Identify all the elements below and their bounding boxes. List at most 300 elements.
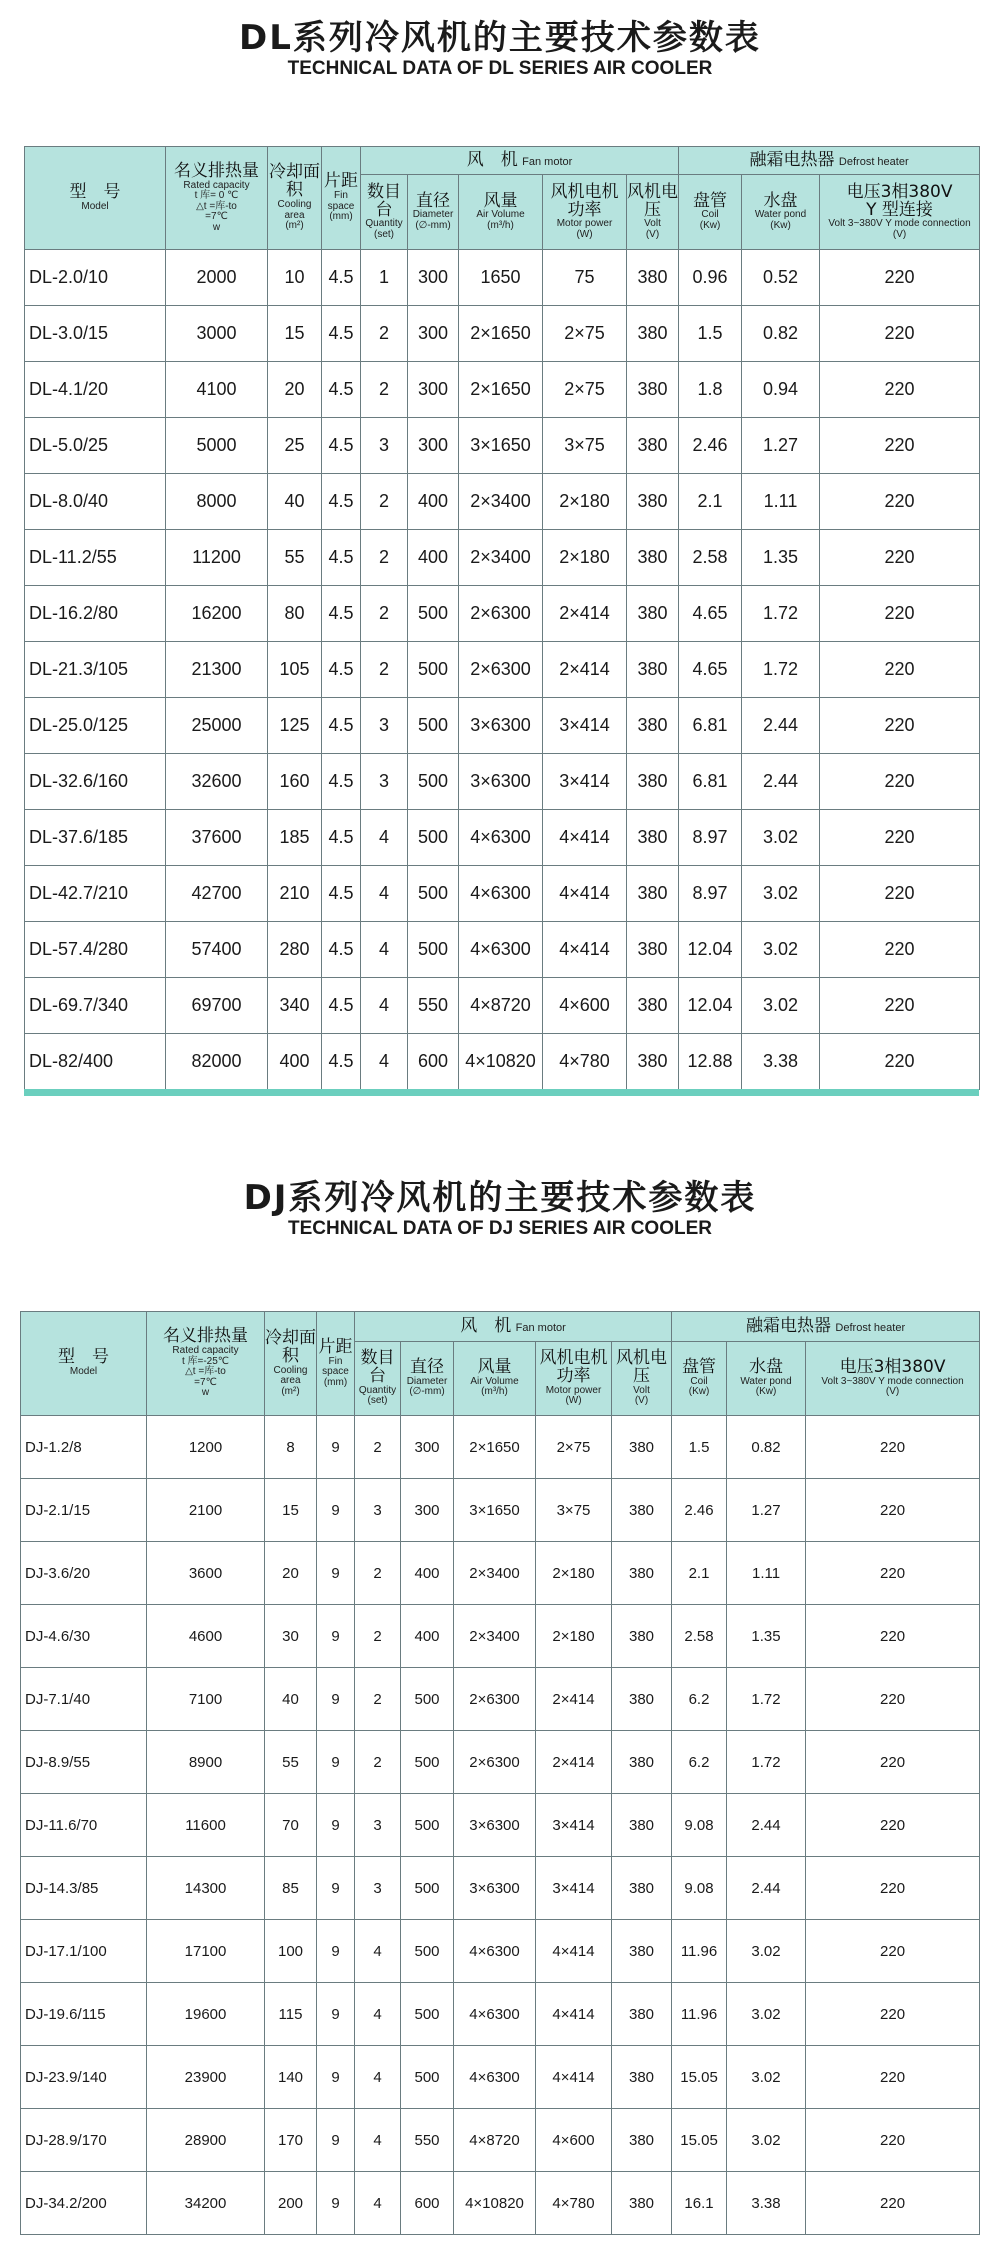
cell-cooling-area: 160 — [268, 754, 322, 810]
cell-model: DJ-14.3/85 — [21, 1857, 147, 1920]
table-row — [21, 1605, 980, 1668]
cell-quantity: 3 — [355, 1794, 401, 1857]
cell-quantity: 4 — [355, 1920, 401, 1983]
header-volt: 风机电压 Volt (V) — [612, 1342, 672, 1416]
cell-capacity: 4100 — [166, 362, 268, 418]
cell-capacity: 11200 — [166, 530, 268, 586]
cell-diameter: 400 — [401, 1542, 454, 1605]
cell-capacity: 16200 — [166, 586, 268, 642]
cell-coil: 9.08 — [672, 1857, 727, 1920]
cell-fin-space: 4.5 — [322, 810, 361, 866]
cell-voltage-3phase: 220 — [820, 698, 980, 754]
cell-motor-power: 2×75 — [543, 362, 627, 418]
header-coil: 盘管 Coil (Kw) — [672, 1342, 727, 1416]
header-water-pond: 水盘 Water pond (Kw) — [727, 1342, 806, 1416]
cell-model: DJ-19.6/115 — [21, 1983, 147, 2046]
cell-diameter: 600 — [408, 1034, 459, 1090]
cell-quantity: 3 — [355, 1857, 401, 1920]
table-row — [25, 642, 980, 698]
cell-volt: 380 — [612, 1794, 672, 1857]
table-row — [25, 810, 980, 866]
cell-fin-space: 4.5 — [322, 1034, 361, 1090]
cell-air-volume: 2×1650 — [459, 362, 543, 418]
cell-voltage-3phase: 220 — [806, 2172, 980, 2235]
cell-fin-space: 9 — [317, 1479, 355, 1542]
cell-model: DJ-34.2/200 — [21, 2172, 147, 2235]
cell-motor-power: 2×75 — [536, 1416, 612, 1479]
header-diameter: 直径 Diameter (∅-mm) — [401, 1342, 454, 1416]
cell-capacity: 1200 — [147, 1416, 265, 1479]
cell-motor-power: 2×180 — [543, 530, 627, 586]
table-row — [21, 1542, 980, 1605]
cell-water-pond: 3.38 — [742, 1034, 820, 1090]
cell-voltage-3phase: 220 — [820, 754, 980, 810]
cell-diameter: 500 — [408, 810, 459, 866]
cell-quantity: 3 — [361, 418, 408, 474]
cell-motor-power: 75 — [543, 250, 627, 306]
cell-diameter: 550 — [401, 2109, 454, 2172]
cell-volt: 380 — [612, 1668, 672, 1731]
cell-coil: 11.96 — [672, 1983, 727, 2046]
table-row — [25, 922, 980, 978]
cell-fin-space: 4.5 — [322, 362, 361, 418]
cell-air-volume: 2×3400 — [459, 474, 543, 530]
cell-voltage-3phase: 220 — [820, 530, 980, 586]
cell-air-volume: 3×6300 — [454, 1794, 536, 1857]
cell-quantity: 2 — [355, 1542, 401, 1605]
header-fan-motor: 风 机 Fan motor — [355, 1312, 672, 1342]
cell-motor-power: 2×414 — [543, 586, 627, 642]
cell-cooling-area: 400 — [268, 1034, 322, 1090]
cell-cooling-area: 10 — [268, 250, 322, 306]
cell-air-volume: 2×3400 — [454, 1605, 536, 1668]
cell-voltage-3phase: 220 — [820, 418, 980, 474]
dj-spec-table — [20, 1311, 980, 2235]
cell-cooling-area: 20 — [268, 362, 322, 418]
cell-model: DL-82/400 — [25, 1034, 166, 1090]
table-row — [25, 754, 980, 810]
cell-quantity: 4 — [355, 2046, 401, 2109]
table-row — [21, 1668, 980, 1731]
cell-fin-space: 4.5 — [322, 306, 361, 362]
cell-quantity: 2 — [361, 474, 408, 530]
cell-diameter: 550 — [408, 978, 459, 1034]
cell-cooling-area: 280 — [268, 922, 322, 978]
cell-coil: 2.46 — [672, 1479, 727, 1542]
header-volt: 风机电压 Volt (V) — [627, 175, 679, 250]
cell-air-volume: 3×6300 — [459, 754, 543, 810]
cell-fin-space: 9 — [317, 1857, 355, 1920]
cell-fin-space: 9 — [317, 1416, 355, 1479]
cell-diameter: 300 — [408, 306, 459, 362]
header-quantity: 数目台 Quantity (set) — [361, 175, 408, 250]
cell-fin-space: 9 — [317, 1605, 355, 1668]
cell-cooling-area: 30 — [265, 1605, 317, 1668]
cell-water-pond: 2.44 — [727, 1794, 806, 1857]
cell-diameter: 300 — [408, 362, 459, 418]
cell-air-volume: 3×6300 — [459, 698, 543, 754]
cell-cooling-area: 185 — [268, 810, 322, 866]
cell-volt: 380 — [612, 2172, 672, 2235]
cell-quantity: 2 — [355, 1605, 401, 1668]
cell-quantity: 4 — [361, 978, 408, 1034]
cell-model: DL-4.1/20 — [25, 362, 166, 418]
cell-fin-space: 4.5 — [322, 474, 361, 530]
header-fin-space: 片距 Fin space (mm) — [317, 1312, 355, 1416]
header-motor-power: 风机电机功率 Motor power (W) — [543, 175, 627, 250]
cell-cooling-area: 55 — [268, 530, 322, 586]
cell-quantity: 4 — [361, 922, 408, 978]
cell-capacity: 4600 — [147, 1605, 265, 1668]
cell-voltage-3phase: 220 — [820, 362, 980, 418]
cell-model: DL-8.0/40 — [25, 474, 166, 530]
cell-air-volume: 4×6300 — [454, 2046, 536, 2109]
cell-cooling-area: 115 — [265, 1983, 317, 2046]
cell-air-volume: 4×6300 — [454, 1983, 536, 2046]
cell-capacity: 8900 — [147, 1731, 265, 1794]
header-capacity: 名义排热量 Rated capacity t 库=-25℃ △t =库-to =7℃ w — [147, 1312, 265, 1416]
dl-title-en: TECHNICAL DATA OF DL SERIES AIR COOLER — [287, 58, 713, 79]
cell-fin-space: 9 — [317, 1920, 355, 1983]
header-diameter: 直径 Diameter (∅-mm) — [408, 175, 459, 250]
cell-air-volume: 4×6300 — [459, 810, 543, 866]
cell-fin-space: 9 — [317, 1794, 355, 1857]
cell-coil: 2.58 — [679, 530, 742, 586]
cell-air-volume: 2×6300 — [459, 642, 543, 698]
cell-voltage-3phase: 220 — [820, 810, 980, 866]
cell-voltage-3phase: 220 — [820, 1034, 980, 1090]
cell-model: DJ-28.9/170 — [21, 2109, 147, 2172]
cell-water-pond: 3.02 — [727, 2109, 806, 2172]
cell-capacity: 69700 — [166, 978, 268, 1034]
cell-quantity: 2 — [355, 1668, 401, 1731]
cell-motor-power: 3×75 — [536, 1479, 612, 1542]
cell-voltage-3phase: 220 — [806, 1920, 980, 1983]
cell-quantity: 4 — [361, 810, 408, 866]
header-voltage-3phase: 电压3相380V Volt 3~380V Y mode connection (V) — [806, 1342, 980, 1416]
table-row — [21, 2109, 980, 2172]
cell-volt: 380 — [612, 1542, 672, 1605]
cell-capacity: 21300 — [166, 642, 268, 698]
cell-cooling-area: 85 — [265, 1857, 317, 1920]
cell-voltage-3phase: 220 — [820, 586, 980, 642]
cell-volt: 380 — [612, 2046, 672, 2109]
header-fan-motor: 风 机 Fan motor — [361, 147, 679, 175]
cell-coil: 2.46 — [679, 418, 742, 474]
cell-fin-space: 9 — [317, 2046, 355, 2109]
cell-fin-space: 9 — [317, 1668, 355, 1731]
cell-water-pond: 0.94 — [742, 362, 820, 418]
cell-water-pond: 0.82 — [742, 306, 820, 362]
cell-water-pond: 1.11 — [742, 474, 820, 530]
cell-coil: 4.65 — [679, 642, 742, 698]
cell-volt: 380 — [627, 866, 679, 922]
cell-diameter: 300 — [401, 1416, 454, 1479]
cell-cooling-area: 340 — [268, 978, 322, 1034]
cell-diameter: 500 — [401, 1857, 454, 1920]
cell-coil: 6.81 — [679, 698, 742, 754]
cell-capacity: 19600 — [147, 1983, 265, 2046]
dj-title-en: TECHNICAL DATA OF DJ SERIES AIR COOLER — [287, 1218, 712, 1239]
cell-voltage-3phase: 220 — [820, 866, 980, 922]
cell-volt: 380 — [612, 1920, 672, 1983]
cell-voltage-3phase: 220 — [820, 922, 980, 978]
cell-fin-space: 4.5 — [322, 586, 361, 642]
cell-model: DJ-4.6/30 — [21, 1605, 147, 1668]
cell-air-volume: 4×6300 — [454, 1920, 536, 1983]
cell-air-volume: 4×8720 — [454, 2109, 536, 2172]
table-row — [25, 362, 980, 418]
cell-model: DL-25.0/125 — [25, 698, 166, 754]
cell-volt: 380 — [627, 586, 679, 642]
cell-model: DL-21.3/105 — [25, 642, 166, 698]
cell-cooling-area: 15 — [265, 1479, 317, 1542]
table-row — [25, 474, 980, 530]
cell-volt: 380 — [627, 922, 679, 978]
cell-diameter: 500 — [408, 866, 459, 922]
cell-volt: 380 — [612, 1479, 672, 1542]
cell-water-pond: 1.72 — [742, 586, 820, 642]
table-row — [21, 2172, 980, 2235]
cell-air-volume: 4×6300 — [459, 922, 543, 978]
cell-air-volume: 3×1650 — [459, 418, 543, 474]
cell-water-pond: 3.02 — [727, 1983, 806, 2046]
cell-air-volume: 3×6300 — [454, 1857, 536, 1920]
cell-coil: 2.58 — [672, 1605, 727, 1668]
cell-air-volume: 2×6300 — [454, 1731, 536, 1794]
cell-model: DJ-1.2/8 — [21, 1416, 147, 1479]
cell-diameter: 500 — [401, 1983, 454, 2046]
cell-quantity: 4 — [355, 2109, 401, 2172]
cell-model: DL-11.2/55 — [25, 530, 166, 586]
cell-voltage-3phase: 220 — [806, 1794, 980, 1857]
cell-cooling-area: 140 — [265, 2046, 317, 2109]
cell-cooling-area: 200 — [265, 2172, 317, 2235]
cell-air-volume: 2×1650 — [454, 1416, 536, 1479]
header-cooling-area: 冷却面积 Cooling area (m²) — [268, 147, 322, 250]
cell-voltage-3phase: 220 — [820, 474, 980, 530]
cell-diameter: 500 — [408, 698, 459, 754]
header-capacity: 名义排热量 Rated capacity t 库= 0 ℃ △t =库-to =7℃ w — [166, 147, 268, 250]
header-model: 型 号 Model — [21, 1312, 147, 1416]
cell-motor-power: 4×780 — [543, 1034, 627, 1090]
header-voltage-3phase: 电压3相380V Y 型连接 Volt 3~380V Y mode connection (V) — [820, 175, 980, 250]
cell-coil: 2.1 — [679, 474, 742, 530]
cell-air-volume: 2×6300 — [454, 1668, 536, 1731]
cell-motor-power: 3×414 — [543, 698, 627, 754]
header-defrost-heater: 融霜电热器 Defrost heater — [679, 147, 980, 175]
cell-coil: 15.05 — [672, 2046, 727, 2109]
cell-volt: 380 — [627, 250, 679, 306]
cell-volt: 380 — [612, 1857, 672, 1920]
cell-cooling-area: 15 — [268, 306, 322, 362]
cell-model: DL-2.0/10 — [25, 250, 166, 306]
cell-voltage-3phase: 220 — [806, 1416, 980, 1479]
header-motor-power: 风机电机功率 Motor power (W) — [536, 1342, 612, 1416]
cell-motor-power: 3×414 — [536, 1857, 612, 1920]
cell-motor-power: 4×414 — [543, 810, 627, 866]
cell-model: DJ-11.6/70 — [21, 1794, 147, 1857]
cell-diameter: 500 — [401, 1731, 454, 1794]
dj-title-cn: DJ系列冷风机的主要技术参数表 — [243, 1178, 757, 1218]
cell-diameter: 300 — [401, 1479, 454, 1542]
cell-coil: 6.81 — [679, 754, 742, 810]
cell-voltage-3phase: 220 — [806, 1731, 980, 1794]
cell-capacity: 25000 — [166, 698, 268, 754]
cell-capacity: 3600 — [147, 1542, 265, 1605]
cell-capacity: 82000 — [166, 1034, 268, 1090]
cell-diameter: 500 — [401, 1668, 454, 1731]
cell-air-volume: 2×6300 — [459, 586, 543, 642]
cell-fin-space: 9 — [317, 1731, 355, 1794]
cell-cooling-area: 40 — [268, 474, 322, 530]
cell-water-pond: 3.02 — [742, 866, 820, 922]
cell-fin-space: 4.5 — [322, 698, 361, 754]
cell-fin-space: 9 — [317, 2172, 355, 2235]
cell-diameter: 500 — [408, 642, 459, 698]
cell-fin-space: 4.5 — [322, 642, 361, 698]
cell-water-pond: 1.72 — [742, 642, 820, 698]
cell-quantity: 4 — [355, 1983, 401, 2046]
table-row — [25, 306, 980, 362]
cell-cooling-area: 105 — [268, 642, 322, 698]
cell-motor-power: 3×414 — [543, 754, 627, 810]
cell-cooling-area: 55 — [265, 1731, 317, 1794]
cell-volt: 380 — [627, 530, 679, 586]
cell-motor-power: 3×414 — [536, 1794, 612, 1857]
cell-model: DJ-3.6/20 — [21, 1542, 147, 1605]
table-row — [21, 1983, 980, 2046]
table-row — [25, 698, 980, 754]
cell-voltage-3phase: 220 — [806, 1605, 980, 1668]
cell-air-volume: 1650 — [459, 250, 543, 306]
cell-water-pond: 3.02 — [742, 922, 820, 978]
cell-water-pond: 1.35 — [742, 530, 820, 586]
cell-motor-power: 4×600 — [536, 2109, 612, 2172]
cell-model: DL-32.6/160 — [25, 754, 166, 810]
cell-coil: 8.97 — [679, 810, 742, 866]
cell-cooling-area: 25 — [268, 418, 322, 474]
cell-water-pond: 1.72 — [727, 1731, 806, 1794]
cell-model: DL-69.7/340 — [25, 978, 166, 1034]
cell-capacity: 34200 — [147, 2172, 265, 2235]
cell-quantity: 2 — [361, 306, 408, 362]
cell-motor-power: 2×414 — [536, 1668, 612, 1731]
cell-cooling-area: 100 — [265, 1920, 317, 1983]
cell-water-pond: 3.02 — [742, 810, 820, 866]
cell-quantity: 2 — [361, 362, 408, 418]
table-row — [21, 1794, 980, 1857]
cell-model: DJ-7.1/40 — [21, 1668, 147, 1731]
cell-fin-space: 4.5 — [322, 922, 361, 978]
cell-volt: 380 — [612, 1983, 672, 2046]
cell-quantity: 1 — [361, 250, 408, 306]
cell-cooling-area: 8 — [265, 1416, 317, 1479]
cell-coil: 8.97 — [679, 866, 742, 922]
cell-air-volume: 4×6300 — [459, 866, 543, 922]
cell-coil: 1.5 — [672, 1416, 727, 1479]
cell-quantity: 4 — [355, 2172, 401, 2235]
cell-capacity: 2000 — [166, 250, 268, 306]
cell-cooling-area: 125 — [268, 698, 322, 754]
cell-volt: 380 — [612, 1731, 672, 1794]
cell-volt: 380 — [612, 1605, 672, 1668]
cell-voltage-3phase: 220 — [806, 1983, 980, 2046]
table-row — [21, 2046, 980, 2109]
cell-volt: 380 — [627, 1034, 679, 1090]
cell-volt: 380 — [627, 362, 679, 418]
cell-water-pond: 1.11 — [727, 1542, 806, 1605]
table-row — [21, 1731, 980, 1794]
cell-capacity: 8000 — [166, 474, 268, 530]
table-row — [21, 1479, 980, 1542]
cell-coil: 15.05 — [672, 2109, 727, 2172]
cell-cooling-area: 70 — [265, 1794, 317, 1857]
cell-coil: 0.96 — [679, 250, 742, 306]
cell-motor-power: 2×75 — [543, 306, 627, 362]
cell-fin-space: 4.5 — [322, 978, 361, 1034]
cell-water-pond: 3.02 — [727, 2046, 806, 2109]
cell-motor-power: 4×414 — [543, 866, 627, 922]
table-row — [21, 1920, 980, 1983]
dl-bottom-rule — [24, 1089, 979, 1096]
header-fin-space: 片距 Fin space (mm) — [322, 147, 361, 250]
cell-cooling-area: 40 — [265, 1668, 317, 1731]
cell-volt: 380 — [627, 810, 679, 866]
cell-capacity: 28900 — [147, 2109, 265, 2172]
header-air-volume: 风量 Air Volume (m³/h) — [459, 175, 543, 250]
cell-diameter: 500 — [408, 754, 459, 810]
cell-water-pond: 2.44 — [727, 1857, 806, 1920]
cell-air-volume: 2×1650 — [459, 306, 543, 362]
cell-coil: 6.2 — [672, 1668, 727, 1731]
cell-volt: 380 — [627, 306, 679, 362]
cell-water-pond: 1.27 — [727, 1479, 806, 1542]
cell-water-pond: 0.82 — [727, 1416, 806, 1479]
cell-model: DL-3.0/15 — [25, 306, 166, 362]
cell-voltage-3phase: 220 — [806, 1668, 980, 1731]
cell-quantity: 2 — [361, 642, 408, 698]
cell-air-volume: 4×10820 — [459, 1034, 543, 1090]
cell-air-volume: 3×1650 — [454, 1479, 536, 1542]
dl-spec-table — [24, 146, 980, 1090]
cell-capacity: 2100 — [147, 1479, 265, 1542]
cell-quantity: 3 — [361, 698, 408, 754]
cell-voltage-3phase: 220 — [806, 2046, 980, 2109]
cell-motor-power: 4×780 — [536, 2172, 612, 2235]
cell-diameter: 500 — [401, 1920, 454, 1983]
cell-voltage-3phase: 220 — [820, 250, 980, 306]
cell-model: DL-5.0/25 — [25, 418, 166, 474]
cell-diameter: 500 — [408, 922, 459, 978]
cell-water-pond: 1.27 — [742, 418, 820, 474]
cell-capacity: 3000 — [166, 306, 268, 362]
cell-model: DL-57.4/280 — [25, 922, 166, 978]
cell-volt: 380 — [627, 754, 679, 810]
cell-diameter: 400 — [401, 1605, 454, 1668]
cell-diameter: 300 — [408, 250, 459, 306]
table-row — [25, 530, 980, 586]
cell-fin-space: 4.5 — [322, 754, 361, 810]
dl-title-cn: DL系列冷风机的主要技术参数表 — [239, 18, 761, 58]
cell-quantity: 2 — [361, 586, 408, 642]
cell-volt: 380 — [627, 418, 679, 474]
cell-model: DJ-23.9/140 — [21, 2046, 147, 2109]
cell-volt: 380 — [627, 978, 679, 1034]
cell-coil: 6.2 — [672, 1731, 727, 1794]
cell-motor-power: 4×600 — [543, 978, 627, 1034]
cell-volt: 380 — [627, 642, 679, 698]
